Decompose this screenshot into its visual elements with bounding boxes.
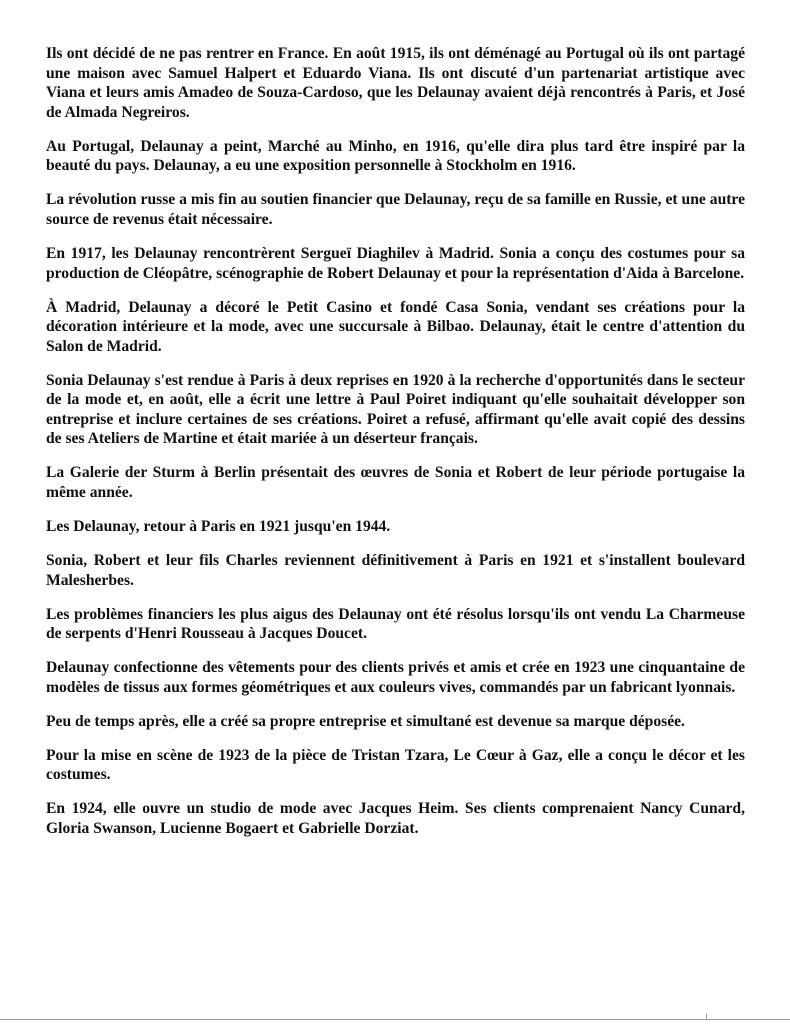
paragraph-boulevard-malesherbes: Sonia, Robert et leur fils Charles reviennent définitivement à Paris en 1921 et s'installent boulevard Malesherbes. <box>46 552 745 589</box>
bottom-border-line <box>0 1019 790 1020</box>
paragraph-rousseau-sale: Les problèmes financiers les plus aigus des Delaunay ont été résolus lorsqu'ils ont vendu La Charmeuse de serpents d'Henri Rousseau à Jacques Doucet. <box>46 605 745 643</box>
bottom-border-tick <box>706 1014 707 1020</box>
paragraph-marche-au-minho: Au Portugal, Delaunay a peint, Marché au Minho, en 1916, qu'elle dira plus tard être inspiré par la beauté du pays. Delaunay, a eu une exposition personnelle à Stockholm en 1916. <box>46 137 745 175</box>
paragraph-return-paris: Les Delaunay, retour à Paris en 1921 jusqu'en 1944. <box>46 518 391 536</box>
paragraph-der-sturm: La Galerie der Sturm à Berlin présentait des œuvres de Sonia et Robert de leur période portugaise la même année. <box>46 464 745 502</box>
paragraph-diaghilev: En 1917, les Delaunay rencontrèrent Sergueï Diaghilev à Madrid. Sonia a conçu des costumes pour sa production de Cléopâtre, scénographie de Robert Delaunay et pour la représentation d'Aida à Barcelone. <box>46 244 745 282</box>
paragraph-portugal-move: Ils ont décidé de ne pas rentrer en France. En août 1915, ils ont déménagé au Portugal où ils ont partagé une maison avec Samuel Halpert et Eduardo Viana. Ils ont discuté d'un partenariat artistique avec Viana et leurs amis Amadeo de Souza-Cardoso, que les Delaunay avaient déjà rencontrés à Paris, et José de Almada Negreiros. <box>46 45 745 121</box>
paragraph-russian-revolution: La révolution russe a mis fin au soutien financier que Delaunay, reçu de sa famille en Russie, et une autre source de revenus était nécessaire. <box>46 191 745 228</box>
paragraph-coeur-a-gaz: Pour la mise en scène de 1923 de la pièce de Tristan Tzara, Le Cœur à Gaz, elle a conçu le décor et les costumes. <box>46 746 745 784</box>
paragraph-casa-sonia: À Madrid, Delaunay a décoré le Petit Casino et fondé Casa Sonia, vendant ses créations pour la décoration intérieure et la mode, avec une succursale à Bilbao. Delaunay, était le centre d'attention du Salon de Madrid. <box>46 298 745 355</box>
paragraph-jacques-heim: En 1924, elle ouvre un studio de mode avec Jacques Heim. Ses clients comprenaient Nancy Cunard, Gloria Swanson, Lucienne Bogaert et Gabrielle Dorziat. <box>46 800 745 837</box>
paragraph-fabric-designs: Delaunay confectionne des vêtements pour des clients privés et amis et crée en 1923 une cinquantaine de modèles de tissus aux formes géométriques et aux couleurs vives, commandés par un fabricant lyonnais. <box>46 659 745 696</box>
paragraph-simultane-brand: Peu de temps après, elle a créé sa propre entreprise et simultané est devenue sa marque déposée. <box>46 712 685 730</box>
document-page <box>46 44 745 838</box>
paragraph-poiret-letter: Sonia Delaunay s'est rendue à Paris à deux reprises en 1920 à la recherche d'opportunités dans le secteur de la mode et, en août, elle a écrit une lettre à Paul Poiret indiquant qu'elle souhaitait développer son entreprise et inclure certaines de ses créations. Poiret a refusé, affirmant qu'elle avait copié des dessins de ses Ateliers de Martine et était mariée à un déserteur français. <box>46 371 745 448</box>
